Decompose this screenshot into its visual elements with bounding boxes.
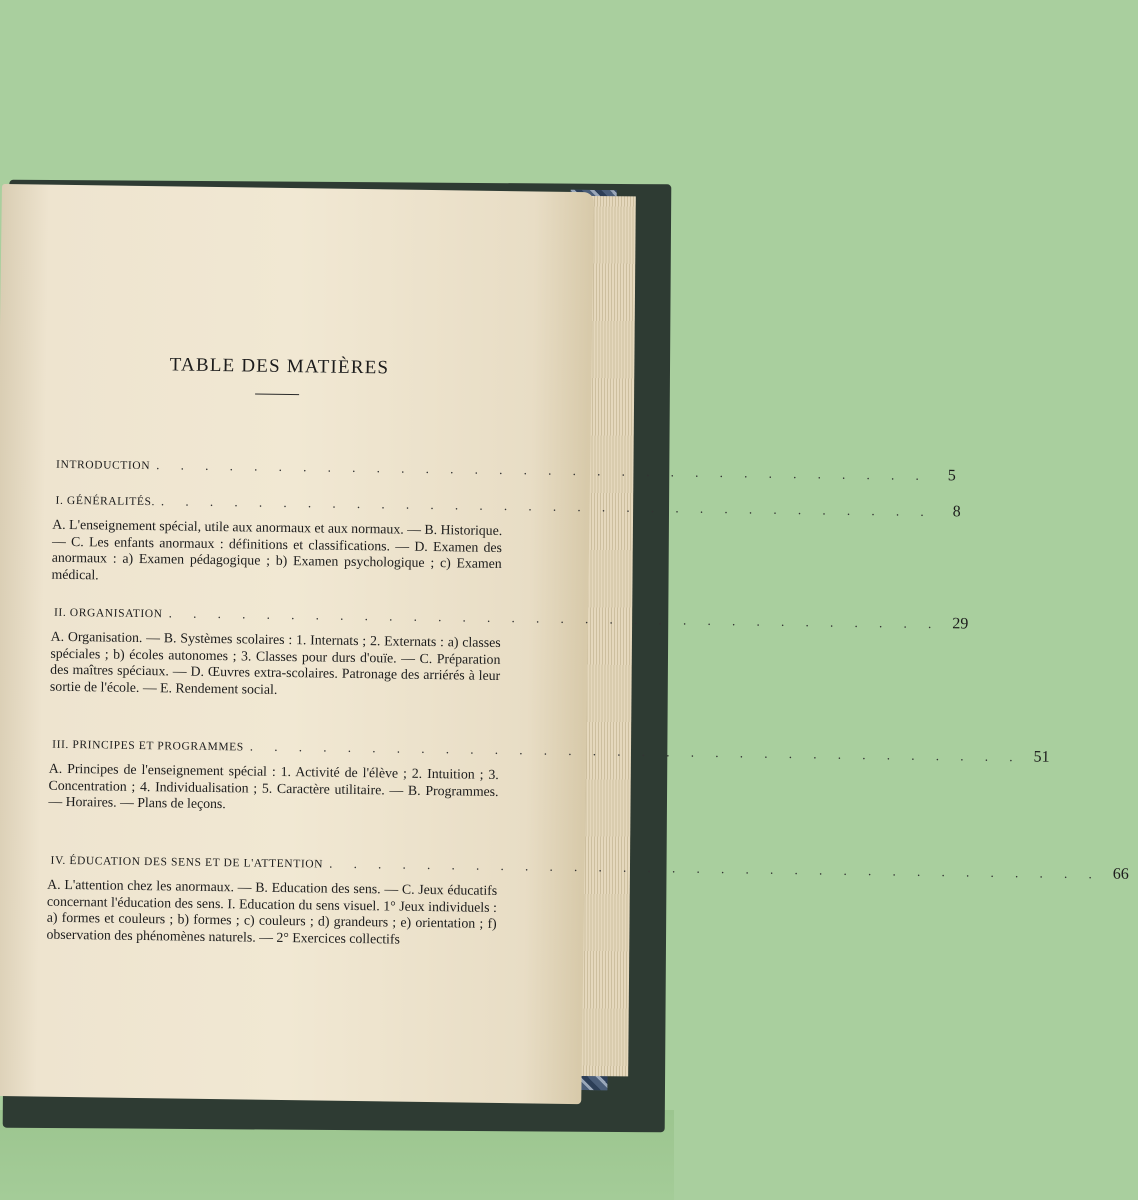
toc-page-number: 51 [1033,748,1050,766]
leader-dots: . . . . . . . . . . . . . . . . . . . . . . . . . . . . . . . . [160,493,933,520]
toc-entry-description: A. L'attention chez les anormaux. — B. Education des sens. — C. Jeux éducatifs concernant l'éducation des sens. I. Education du sens visuel. 1° Jeux individuels : a) formes et couleurs ; b) formes ; c) couleurs ; d) grandeurs ; e) orientation ; f) observation des phénomènes naturels. — 2° Exercices collectifs [46,876,498,947]
toc-entry-name: II. ORGANISATION [53,606,163,621]
toc-page-number: 8 [952,503,961,521]
toc-entry-name: INTRODUCTION [56,458,151,473]
toc-entry-description: A. L'enseignement spécial, utile aux anormaux et aux normaux. — B. Historique. — C. Les enfants anormaux : définitions et classifications. — D. Examen des anormaux : a) Examen pédagogique ; b) Examen psychologique ; c) Examen médical. [51,516,503,582]
toc-page-number: 5 [947,467,956,485]
toc-entry-description: A. Organisation. — B. Systèmes scolaires : 1. Internats ; 2. Externats : a) classes spéciales ; b) écoles autonomes ; 3. Classes pour durs d'ouïe. — C. Préparation des maîtres spéciaux. — D. Œuvres extra-scolaires. Patronage des arriérés à leur sortie de l'école. — E. Rendement social. [49,628,501,697]
title-rule [255,394,299,396]
toc-entry-name: III. PRINCIPES ET PROGRAMMES [52,738,244,754]
toc-entry-name: IV. ÉDUCATION DES SENS ET DE L'ATTENTION [50,854,324,871]
toc-entry-generalites [55,491,961,521]
toc-page-number: 29 [952,615,969,633]
page-title: TABLE DES MATIÈRES [169,354,390,379]
leader-dots: . . . . . . . . . . . . . . . . . . . . . . . . . . . . . . . . [168,605,941,632]
toc-entry-principes [52,735,1050,766]
toc-entry-organisation [53,603,969,633]
toc-entry-education [50,851,1129,883]
leader-dots: . . . . . . . . . . . . . . . . . . . . . . . . . . . . . . . . [329,855,1101,882]
toc-entry-description: A. Principes de l'enseignement spécial : 1. Activité de l'élève ; 2. Intuition ; 3. Concentration ; 4. Individualisation ; 5. Caractère utilitaire. — B. Programmes. — Horaires. — Plans de leçons. [48,760,499,812]
leader-dots: . . . . . . . . . . . . . . . . . . . . . . . . . . . . . . . . [156,457,928,483]
book-page [0,184,1129,1104]
toc-entry-introduction [56,455,956,485]
toc-entry-name: I. GÉNÉRALITÉS. [55,494,156,509]
toc-page-number: 66 [1112,865,1129,883]
leader-dots: . . . . . . . . . . . . . . . . . . . . . . . . . . . . . . . . [249,738,1022,765]
